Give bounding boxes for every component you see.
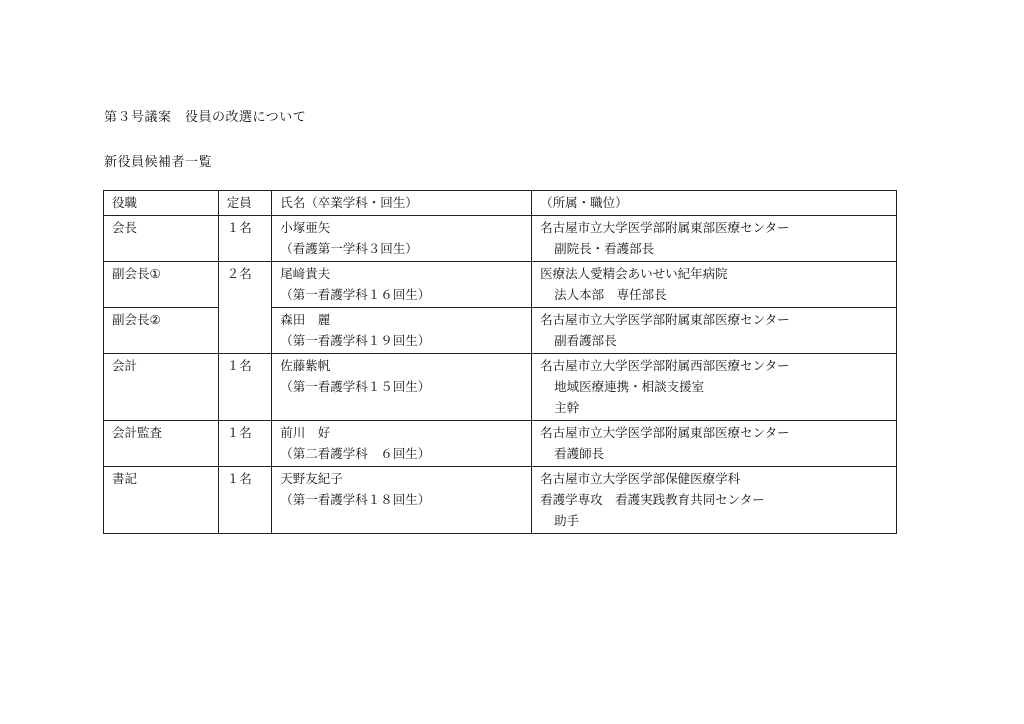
header-role: 役職 bbox=[104, 191, 219, 216]
affiliation-line: 医療法人愛精会あいせい紀年病院 bbox=[540, 266, 728, 281]
candidate-class: （第一看護学科１５回生） bbox=[280, 379, 431, 394]
document-subtitle: 新役員候補者一覧 bbox=[104, 155, 213, 170]
header-name: 氏名（卒業学科・回生） bbox=[272, 191, 532, 216]
role-cell: 副会長① bbox=[104, 262, 219, 308]
name-cell bbox=[272, 354, 532, 421]
affiliation-line: 主幹 bbox=[554, 400, 580, 415]
affiliation-line: 副院長・看護部長 bbox=[554, 241, 655, 256]
affiliation-cell bbox=[532, 354, 897, 421]
table-row bbox=[104, 262, 897, 308]
candidate-class: （看護第一学科３回生） bbox=[280, 241, 418, 256]
affiliation-line: 副看護部長 bbox=[554, 333, 617, 348]
affiliation-line: 地域医療連携・相談支援室 bbox=[554, 379, 705, 394]
candidate-name: 小塚亜矢 bbox=[280, 220, 331, 235]
candidate-name: 前川 好 bbox=[280, 425, 331, 440]
candidate-class: （第一看護学科１８回生） bbox=[280, 492, 431, 507]
quota-cell: ２名 bbox=[218, 262, 272, 354]
affiliation-line: 名古屋市立大学医学部保健医療学科 bbox=[540, 471, 741, 486]
candidate-name: 森田 麗 bbox=[280, 312, 331, 327]
affiliation-line: 助手 bbox=[554, 513, 580, 528]
quota-cell: １名 bbox=[218, 354, 272, 421]
quota-cell: １名 bbox=[218, 421, 272, 467]
candidate-class: （第二看護学科 ６回生） bbox=[280, 446, 431, 461]
table-row bbox=[104, 216, 897, 262]
role-cell: 会計 bbox=[104, 354, 219, 421]
affiliation-cell bbox=[532, 262, 897, 308]
role-cell: 副会長② bbox=[104, 308, 219, 354]
candidate-name: 尾﨑貴夫 bbox=[280, 266, 331, 281]
affiliation-line: 名古屋市立大学医学部附属東部医療センター bbox=[540, 425, 790, 440]
candidate-name: 天野友紀子 bbox=[280, 471, 343, 486]
affiliation-line: 名古屋市立大学医学部附属東部医療センター bbox=[540, 220, 790, 235]
name-cell bbox=[272, 421, 532, 467]
table-row bbox=[104, 467, 897, 534]
header-quota: 定員 bbox=[218, 191, 272, 216]
table-header-row bbox=[104, 191, 897, 216]
affiliation-line: 名古屋市立大学医学部附属東部医療センター bbox=[540, 312, 790, 327]
table-row bbox=[104, 421, 897, 467]
candidate-class: （第一看護学科１９回生） bbox=[280, 333, 431, 348]
name-cell bbox=[272, 467, 532, 534]
role-cell: 会長 bbox=[104, 216, 219, 262]
candidate-table bbox=[103, 190, 897, 534]
quota-cell: １名 bbox=[218, 216, 272, 262]
name-cell bbox=[272, 216, 532, 262]
affiliation-cell bbox=[532, 467, 897, 534]
role-cell: 書記 bbox=[104, 467, 219, 534]
document-title: 第３号議案 役員の改選について bbox=[104, 110, 307, 125]
candidate-class: （第一看護学科１６回生） bbox=[280, 287, 431, 302]
role-cell: 会計監査 bbox=[104, 421, 219, 467]
candidate-name: 佐藤紫帆 bbox=[280, 358, 331, 373]
name-cell bbox=[272, 262, 532, 308]
affiliation-cell bbox=[532, 421, 897, 467]
table-row bbox=[104, 354, 897, 421]
affiliation-cell bbox=[532, 216, 897, 262]
affiliation-line: 名古屋市立大学医学部附属西部医療センター bbox=[540, 358, 790, 373]
affiliation-line: 看護学専攻 看護実践教育共同センター bbox=[540, 492, 765, 507]
affiliation-line: 法人本部 専任部長 bbox=[554, 287, 667, 302]
affiliation-cell bbox=[532, 308, 897, 354]
quota-cell: １名 bbox=[218, 467, 272, 534]
header-affiliation: （所属・職位） bbox=[532, 191, 897, 216]
affiliation-line: 看護師長 bbox=[554, 446, 605, 461]
name-cell bbox=[272, 308, 532, 354]
